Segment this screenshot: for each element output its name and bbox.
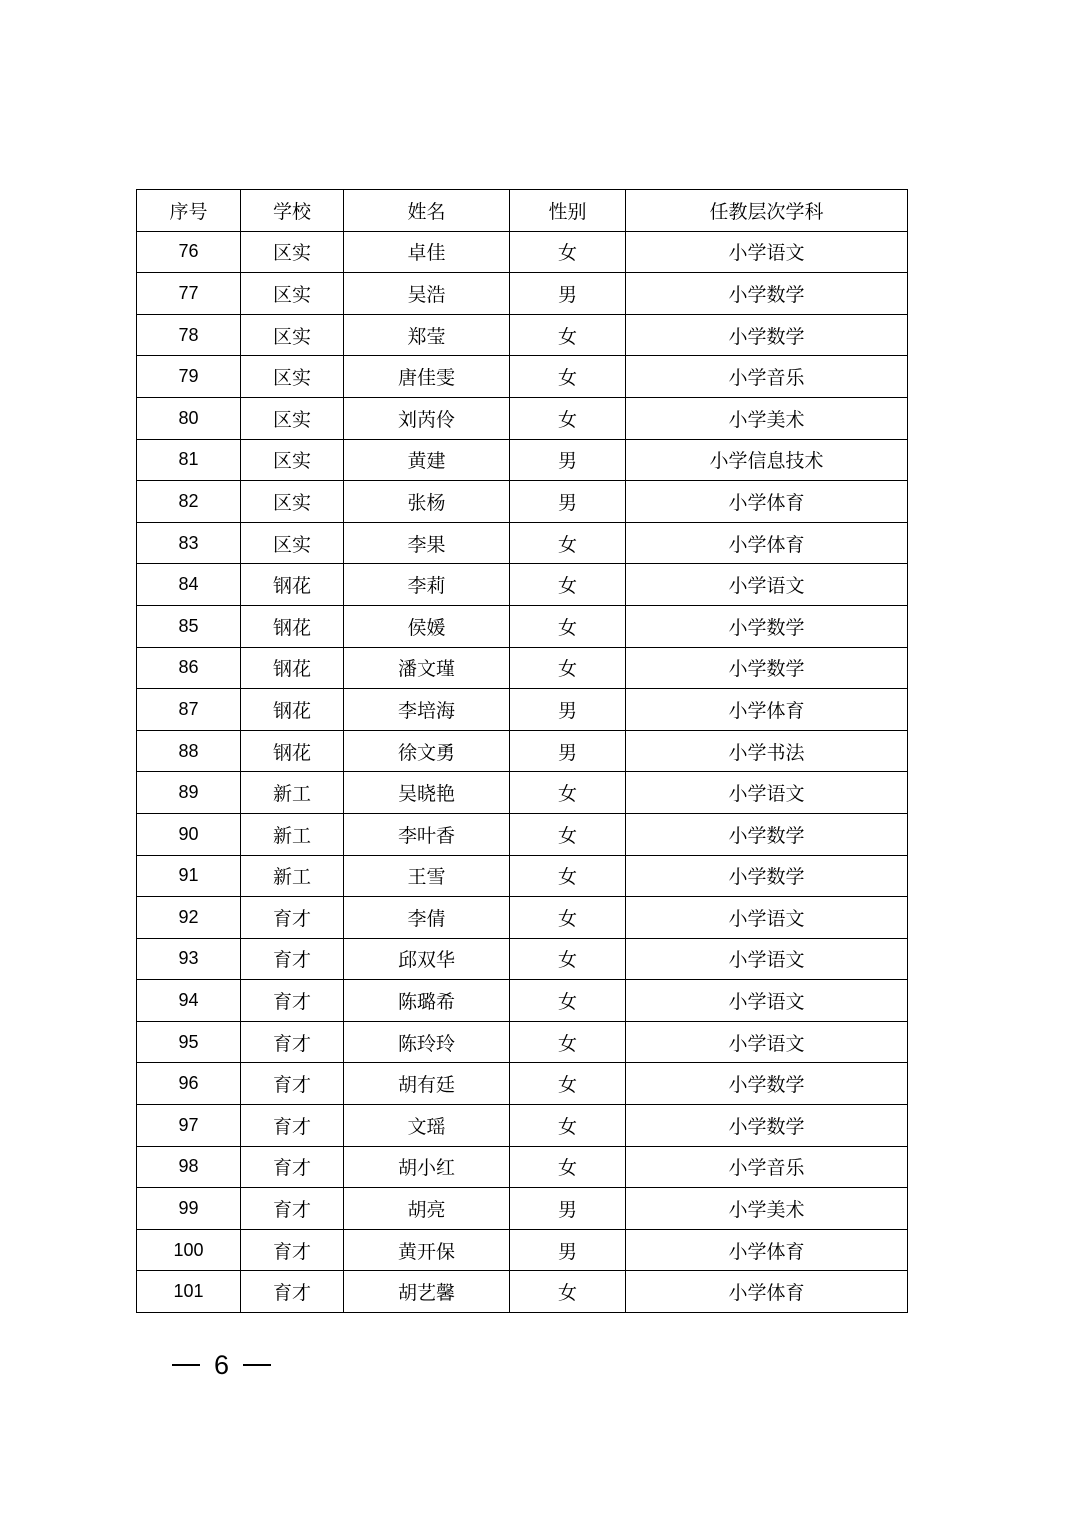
cell-subject: 小学数学 — [626, 647, 908, 689]
table-row — [137, 855, 908, 897]
table-row — [137, 689, 908, 731]
cell-index: 76 — [137, 231, 241, 273]
table-row — [137, 980, 908, 1022]
cell-subject: 小学语文 — [626, 231, 908, 273]
cell-index: 87 — [137, 689, 241, 731]
cell-school: 区实 — [241, 231, 344, 273]
cell-subject: 小学音乐 — [626, 356, 908, 398]
cell-name: 郑莹 — [344, 314, 510, 356]
table-row — [137, 356, 908, 398]
cell-name: 邱双华 — [344, 938, 510, 980]
cell-name: 李果 — [344, 522, 510, 564]
cell-name: 陈璐希 — [344, 980, 510, 1022]
cell-name: 李倩 — [344, 897, 510, 939]
cell-subject: 小学体育 — [626, 522, 908, 564]
cell-gender: 女 — [510, 1146, 626, 1188]
left-dash — [172, 1364, 200, 1366]
teacher-roster-table — [136, 189, 908, 1313]
header-name: 姓名 — [344, 190, 510, 232]
cell-school: 育才 — [241, 1021, 344, 1063]
cell-index: 78 — [137, 314, 241, 356]
cell-gender: 女 — [510, 647, 626, 689]
cell-school: 区实 — [241, 439, 344, 481]
cell-subject: 小学语文 — [626, 897, 908, 939]
cell-subject: 小学数学 — [626, 855, 908, 897]
cell-school: 钢花 — [241, 730, 344, 772]
cell-name: 胡小红 — [344, 1146, 510, 1188]
cell-name: 黄建 — [344, 439, 510, 481]
cell-index: 82 — [137, 481, 241, 523]
cell-subject: 小学数学 — [626, 813, 908, 855]
cell-gender: 女 — [510, 522, 626, 564]
cell-gender: 女 — [510, 1021, 626, 1063]
table-header-row — [137, 190, 908, 232]
header-school: 学校 — [241, 190, 344, 232]
table-row — [137, 605, 908, 647]
cell-subject: 小学体育 — [626, 481, 908, 523]
table-row — [137, 1063, 908, 1105]
table-row — [137, 397, 908, 439]
cell-index: 85 — [137, 605, 241, 647]
cell-subject: 小学美术 — [626, 397, 908, 439]
cell-gender: 女 — [510, 980, 626, 1022]
cell-gender: 男 — [510, 439, 626, 481]
cell-index: 83 — [137, 522, 241, 564]
cell-school: 育才 — [241, 938, 344, 980]
cell-name: 刘芮伶 — [344, 397, 510, 439]
cell-gender: 女 — [510, 1063, 626, 1105]
cell-school: 区实 — [241, 522, 344, 564]
table-row — [137, 938, 908, 980]
cell-index: 84 — [137, 564, 241, 606]
cell-index: 79 — [137, 356, 241, 398]
cell-gender: 女 — [510, 772, 626, 814]
cell-gender: 女 — [510, 1271, 626, 1313]
table-row — [137, 1188, 908, 1230]
cell-school: 区实 — [241, 314, 344, 356]
cell-name: 黄开保 — [344, 1229, 510, 1271]
header-subject: 任教层次学科 — [626, 190, 908, 232]
cell-gender: 男 — [510, 1229, 626, 1271]
cell-index: 100 — [137, 1229, 241, 1271]
cell-subject: 小学语文 — [626, 938, 908, 980]
page-number: 6 — [214, 1349, 230, 1380]
cell-school: 育才 — [241, 980, 344, 1022]
cell-subject: 小学语文 — [626, 564, 908, 606]
cell-index: 89 — [137, 772, 241, 814]
table-row — [137, 647, 908, 689]
cell-school: 育才 — [241, 1146, 344, 1188]
cell-gender: 女 — [510, 564, 626, 606]
cell-name: 陈玲玲 — [344, 1021, 510, 1063]
cell-name: 李培海 — [344, 689, 510, 731]
table-row — [137, 231, 908, 273]
cell-name: 张杨 — [344, 481, 510, 523]
cell-subject: 小学体育 — [626, 689, 908, 731]
cell-name: 文瑶 — [344, 1105, 510, 1147]
table-body — [137, 231, 908, 1312]
cell-school: 钢花 — [241, 605, 344, 647]
cell-name: 吴晓艳 — [344, 772, 510, 814]
table-row — [137, 564, 908, 606]
cell-subject: 小学数学 — [626, 1063, 908, 1105]
right-dash — [243, 1364, 271, 1366]
cell-subject: 小学语文 — [626, 772, 908, 814]
cell-gender: 男 — [510, 481, 626, 523]
cell-index: 94 — [137, 980, 241, 1022]
cell-school: 育才 — [241, 1063, 344, 1105]
cell-gender: 女 — [510, 813, 626, 855]
cell-school: 钢花 — [241, 689, 344, 731]
cell-name: 唐佳雯 — [344, 356, 510, 398]
cell-name: 胡艺馨 — [344, 1271, 510, 1313]
cell-subject: 小学数学 — [626, 1105, 908, 1147]
cell-name: 潘文瑾 — [344, 647, 510, 689]
cell-name: 侯媛 — [344, 605, 510, 647]
cell-gender: 女 — [510, 938, 626, 980]
table-row — [137, 1271, 908, 1313]
cell-name: 王雪 — [344, 855, 510, 897]
cell-gender: 女 — [510, 314, 626, 356]
table-row — [137, 772, 908, 814]
cell-index: 80 — [137, 397, 241, 439]
cell-subject: 小学体育 — [626, 1229, 908, 1271]
cell-index: 81 — [137, 439, 241, 481]
page-number-footer — [172, 1345, 271, 1385]
cell-school: 育才 — [241, 1229, 344, 1271]
table-row — [137, 481, 908, 523]
table-row — [137, 897, 908, 939]
cell-gender: 男 — [510, 730, 626, 772]
table-row — [137, 1105, 908, 1147]
cell-school: 育才 — [241, 1271, 344, 1313]
table-row — [137, 314, 908, 356]
cell-subject: 小学数学 — [626, 273, 908, 315]
cell-index: 92 — [137, 897, 241, 939]
cell-school: 钢花 — [241, 647, 344, 689]
cell-subject: 小学语文 — [626, 980, 908, 1022]
cell-name: 徐文勇 — [344, 730, 510, 772]
cell-name: 李叶香 — [344, 813, 510, 855]
cell-name: 李莉 — [344, 564, 510, 606]
cell-school: 育才 — [241, 897, 344, 939]
cell-school: 钢花 — [241, 564, 344, 606]
cell-school: 新工 — [241, 855, 344, 897]
header-index: 序号 — [137, 190, 241, 232]
cell-index: 101 — [137, 1271, 241, 1313]
cell-index: 90 — [137, 813, 241, 855]
cell-name: 吴浩 — [344, 273, 510, 315]
cell-school: 区实 — [241, 356, 344, 398]
cell-name: 胡有廷 — [344, 1063, 510, 1105]
cell-school: 区实 — [241, 481, 344, 523]
cell-school: 区实 — [241, 273, 344, 315]
cell-index: 99 — [137, 1188, 241, 1230]
cell-gender: 女 — [510, 1105, 626, 1147]
cell-index: 77 — [137, 273, 241, 315]
cell-school: 育才 — [241, 1188, 344, 1230]
cell-subject: 小学美术 — [626, 1188, 908, 1230]
table-row — [137, 813, 908, 855]
table-row — [137, 439, 908, 481]
table-row — [137, 273, 908, 315]
table-row — [137, 522, 908, 564]
cell-subject: 小学语文 — [626, 1021, 908, 1063]
cell-name: 卓佳 — [344, 231, 510, 273]
cell-gender: 女 — [510, 855, 626, 897]
cell-gender: 女 — [510, 356, 626, 398]
cell-school: 育才 — [241, 1105, 344, 1147]
cell-subject: 小学数学 — [626, 605, 908, 647]
cell-index: 97 — [137, 1105, 241, 1147]
cell-gender: 男 — [510, 1188, 626, 1230]
cell-index: 88 — [137, 730, 241, 772]
cell-school: 新工 — [241, 813, 344, 855]
cell-gender: 女 — [510, 605, 626, 647]
cell-index: 95 — [137, 1021, 241, 1063]
cell-subject: 小学音乐 — [626, 1146, 908, 1188]
cell-gender: 男 — [510, 273, 626, 315]
cell-index: 86 — [137, 647, 241, 689]
header-gender: 性别 — [510, 190, 626, 232]
table-row — [137, 1229, 908, 1271]
cell-subject: 小学数学 — [626, 314, 908, 356]
cell-index: 98 — [137, 1146, 241, 1188]
table-row — [137, 1021, 908, 1063]
cell-name: 胡亮 — [344, 1188, 510, 1230]
cell-index: 93 — [137, 938, 241, 980]
cell-school: 区实 — [241, 397, 344, 439]
cell-school: 新工 — [241, 772, 344, 814]
cell-index: 96 — [137, 1063, 241, 1105]
cell-gender: 女 — [510, 897, 626, 939]
cell-index: 91 — [137, 855, 241, 897]
cell-subject: 小学体育 — [626, 1271, 908, 1313]
cell-gender: 女 — [510, 397, 626, 439]
cell-subject: 小学信息技术 — [626, 439, 908, 481]
table-row — [137, 730, 908, 772]
table-row — [137, 1146, 908, 1188]
cell-gender: 女 — [510, 231, 626, 273]
cell-subject: 小学书法 — [626, 730, 908, 772]
cell-gender: 男 — [510, 689, 626, 731]
